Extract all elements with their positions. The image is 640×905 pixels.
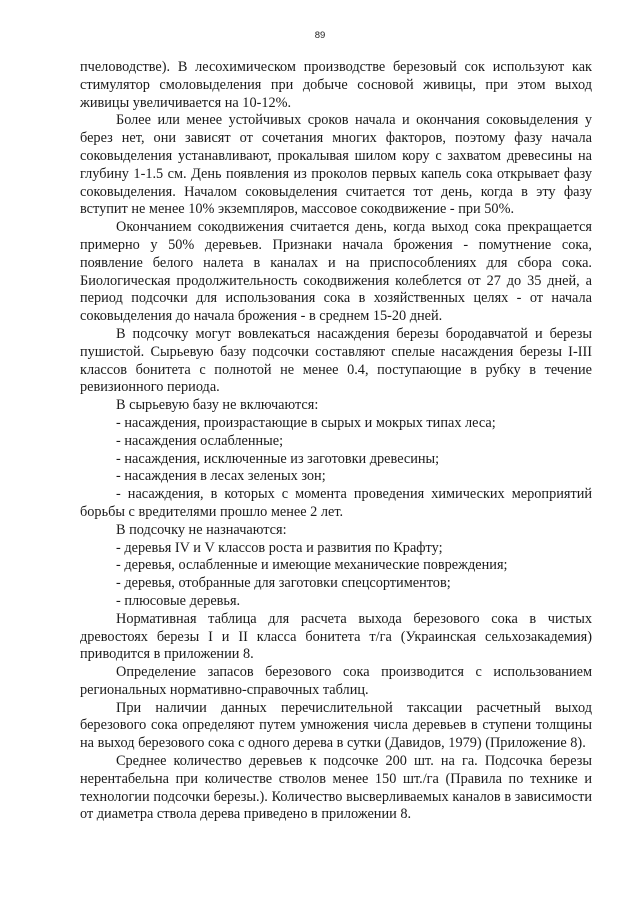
not-assigned-heading: В подсочку не назначаются: — [116, 521, 287, 538]
paragraph-sap-flow-end: Окончанием сокодвижения считается день, когда выход сока прекращается примерно у 50% деревьев. Признаки начала брожения - помутнение сока, появление белого налета в каналах и на приспособлениях для сбора сока. Биологическая продолжительность сокодвижения колеблется от 27 до 35 дней, а период подсочки для использования сока в хозяйственных целях - от начала соковыделения до начала брожения - в среднем 15-20 дней. — [80, 219, 592, 325]
excluded-list-item: - насаждения в лесах зеленых зон; — [116, 468, 326, 485]
paragraph-tree-count: Среднее количество деревьев к подсочке 200 шт. на га. Подсочка березы нерентабельна при количестве стволов менее 150 шт./га (Правила по технике и технологии подсочки березы.). Количество высверливаемых каналов в зависимости от диаметра ствола дерева приведено в приложении 8. — [80, 753, 592, 823]
not-assigned-list-item: - деревья, ослабленные и имеющие механические повреждения; — [116, 557, 508, 574]
paragraph-intro-continuation: пчеловодстве). В лесохимическом производстве березовый сок используют как стимулятор смоловыделения при добыче сосновой живицы, при этом выход живицы увеличивается на 10-12%. — [80, 59, 592, 111]
page-body — [80, 59, 592, 824]
excluded-list-heading: В сырьевую базу не включаются: — [116, 397, 319, 414]
paragraph-raw-material-base: В подсочку могут вовлекаться насаждения березы бородавчатой и березы пушистой. Сырьевую базу подсочки составляют спелые насаждения березы I-III классов бонитета с полнотой не менее 0.4, поступающие в рубку в течение ревизионного периода. — [80, 325, 592, 396]
excluded-list-item: - насаждения, исключенные из заготовки древесины; — [116, 450, 440, 467]
paragraph-sap-flow-start: Более или менее устойчивых сроков начала и окончания соковыделения у берез нет, они зависят от сочетания многих факторов, поэтому фазу начала соковыделения устанавливают, прокалывая шилом кору с захватом древесины на глубину 1-1.5 см. День появления из проколов первых капель сока открывает фазу соковыделения. Началом соковыделения считается тот день, когда в эту фазу вступит не менее 10% экземпляров, массовое сокодвижение - при 50%. — [80, 112, 592, 218]
page-number: 89 — [314, 30, 326, 41]
not-assigned-list-item: - деревья IV и V классов роста и развития по Крафту; — [116, 539, 443, 556]
paragraph-normative-table: Нормативная таблица для расчета выхода березового сока в чистых древостоях березы I и II класса бонитета т/га (Украинская сельхозакадемия) приводится в приложении 8. — [80, 610, 592, 663]
not-assigned-list-item: - плюсовые деревья. — [116, 592, 241, 609]
paragraph-yield-calculation: При наличии данных перечислительной таксации расчетный выход березового сока определяют путем умножения числа деревьев в ступени толщины на выход березового сока с одного дерева в сутки (Давидов, 1979) (Приложение 8). — [80, 699, 592, 752]
not-assigned-list-item: - деревья, отобранные для заготовки спецсортиментов; — [116, 575, 451, 592]
excluded-list-item: - насаждения, в которых с момента проведения химических мероприятий борьбы с вредителями прошло менее 2 лет. — [80, 486, 592, 520]
paragraph-reserves-estimation: Определение запасов березового сока производится с использованием региональных нормативно-справочных таблиц. — [80, 664, 592, 698]
excluded-list-item: - насаждения, произрастающие в сырых и мокрых типах леса; — [116, 414, 496, 431]
excluded-list-item: - насаждения ослабленные; — [116, 432, 284, 449]
